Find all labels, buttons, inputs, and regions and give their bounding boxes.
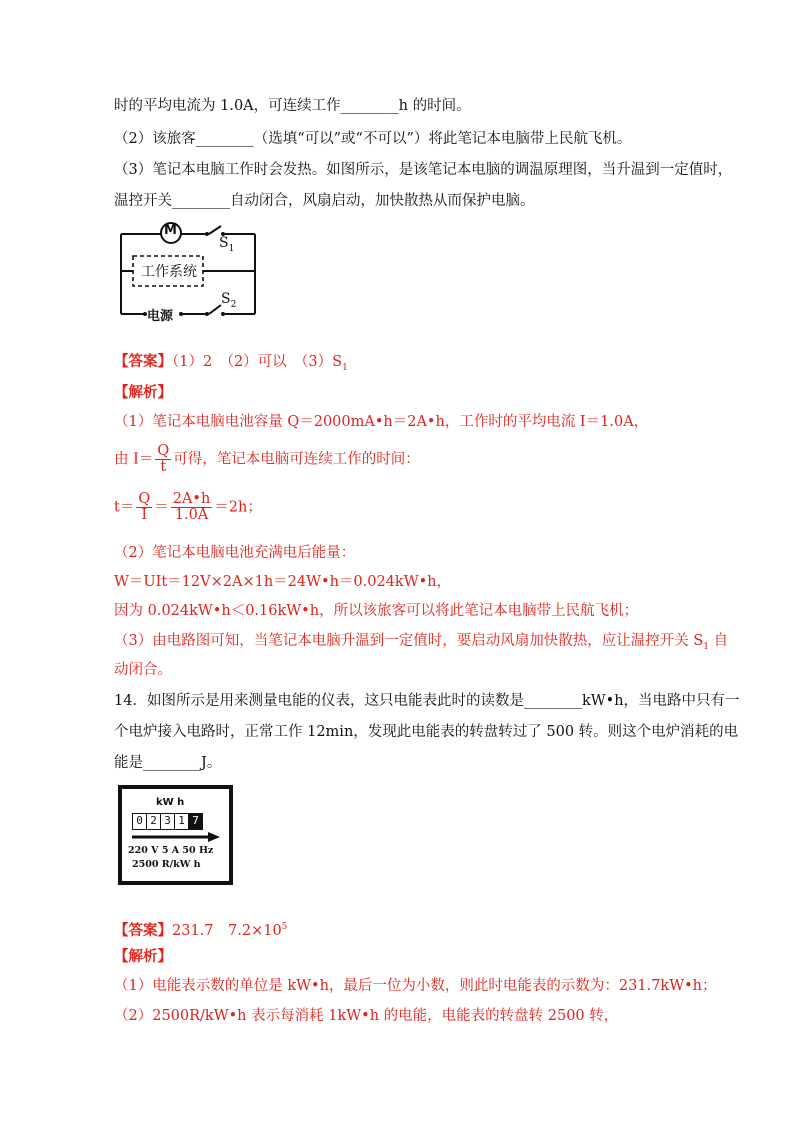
switch-s1-label: $S_1$ — [219, 235, 235, 254]
answer-14: 【答案】231.7 $7.2\times 10^5$ — [114, 921, 288, 939]
analysis-13-line1: （1）笔记本电脑电池容量 Q＝2000mA•h＝2A•h，工作时的平均电流 I＝1.0A， — [114, 414, 649, 430]
q13-part2: （2）该旅客________（选填“可以”或“不可以”）将此笔记本电脑带上民航飞机。 — [114, 131, 632, 147]
analysis-13-line5: W＝UIt＝12V×2A×1h＝24W•h＝0.024kW•h， — [114, 574, 451, 590]
meter-digit: 3 — [161, 814, 175, 829]
meter-arrow-icon — [130, 832, 220, 842]
q14-text-line1: 14．如图所示是用来测量电能的仪表，这只电能表此时的读数是________kW•h，当电路中只有一 — [114, 693, 740, 709]
analysis-13-line3: t＝ $\frac{Q}{I}$ ＝ $\frac{2A•h}{1.0A}$ ＝2h； — [114, 491, 262, 523]
analysis-14-line2: （2）2500R/kW•h 表示每消耗 1kW•h 的电能，电能表的转盘转 2500 转， — [114, 1008, 619, 1024]
analysis-13-line7: （3）由电路图可知，当笔记本电脑升温到一定值时，要启动风扇加快散热，应让温控开关 $S_1$ 自 — [114, 633, 729, 652]
formula-fraction: $\frac{Q}{t}$ — [157, 443, 170, 475]
meter-unit-label: kW h — [156, 797, 185, 808]
work-system-label: 工作系统 — [141, 264, 197, 280]
analysis-13-line8: 动闭合。 — [114, 662, 172, 678]
power-source-label: 电源 — [147, 309, 174, 324]
analysis-13-line4: （2）笔记本电脑电池充满电后能量： — [114, 545, 356, 561]
meter-spec-line1: 220 V 5 A 50 Hz — [128, 845, 214, 856]
meter-digit: 2 — [147, 814, 161, 829]
motor-label: M — [164, 223, 177, 238]
meter-decimal-digit: 7 — [189, 814, 202, 829]
q13-part3-cont: 温控开关________自动闭合，风扇启动，加快散热从而保护电脑。 — [114, 193, 535, 209]
answer-tag: 【答案】 — [114, 921, 172, 939]
electric-meter-figure — [118, 785, 233, 885]
meter-digit-counter — [132, 813, 203, 830]
analysis-tag: 【解析】 — [114, 948, 172, 965]
circuit-diagram — [115, 218, 260, 323]
meter-digit: 0 — [133, 814, 147, 829]
q13-part3: （3）笔记本电脑工作时会发热。如图所示，是该笔记本电脑的调温原理图，当升温到一定值时， — [114, 162, 733, 178]
answer-tag: 【答案】 — [114, 353, 172, 370]
q13-text-line: 时的平均电流为 1.0A，可连续工作________h 的时间。 — [114, 98, 471, 114]
analysis-14-line1: （1）电能表示数的单位是 kW•h，最后一位为小数，则此时电能表的示数为：231.7kW•h； — [114, 978, 717, 994]
meter-digit: 1 — [175, 814, 189, 829]
formula-fraction: $\frac{2A•h}{1.0A}$ — [172, 491, 211, 523]
switch-s2-label: $S_2$ — [221, 291, 237, 310]
analysis-13-line2: 由 I＝ $\frac{Q}{t}$ 可得，笔记本电脑可连续工作的时间： — [114, 443, 420, 475]
analysis-tag: 【解析】 — [114, 384, 172, 401]
q14-text-line3: 能是________J。 — [114, 755, 222, 771]
formula-fraction: $\frac{Q}{I}$ — [138, 491, 151, 523]
meter-spec-line2: 2500 R/kW h — [132, 859, 201, 870]
answer-13: 【答案】（1）2 （2）可以 $(3)S_1$ — [114, 353, 348, 373]
q14-text-line2: 个电炉接入电路时，正常工作 12min，发现此电能表的转盘转过了 500 转。则这个电炉消耗的电 — [114, 724, 739, 740]
analysis-13-line6: 因为 0.024kW•h＜0.16kW•h，所以该旅客可以将此笔记本电脑带上民航飞机； — [114, 603, 639, 619]
